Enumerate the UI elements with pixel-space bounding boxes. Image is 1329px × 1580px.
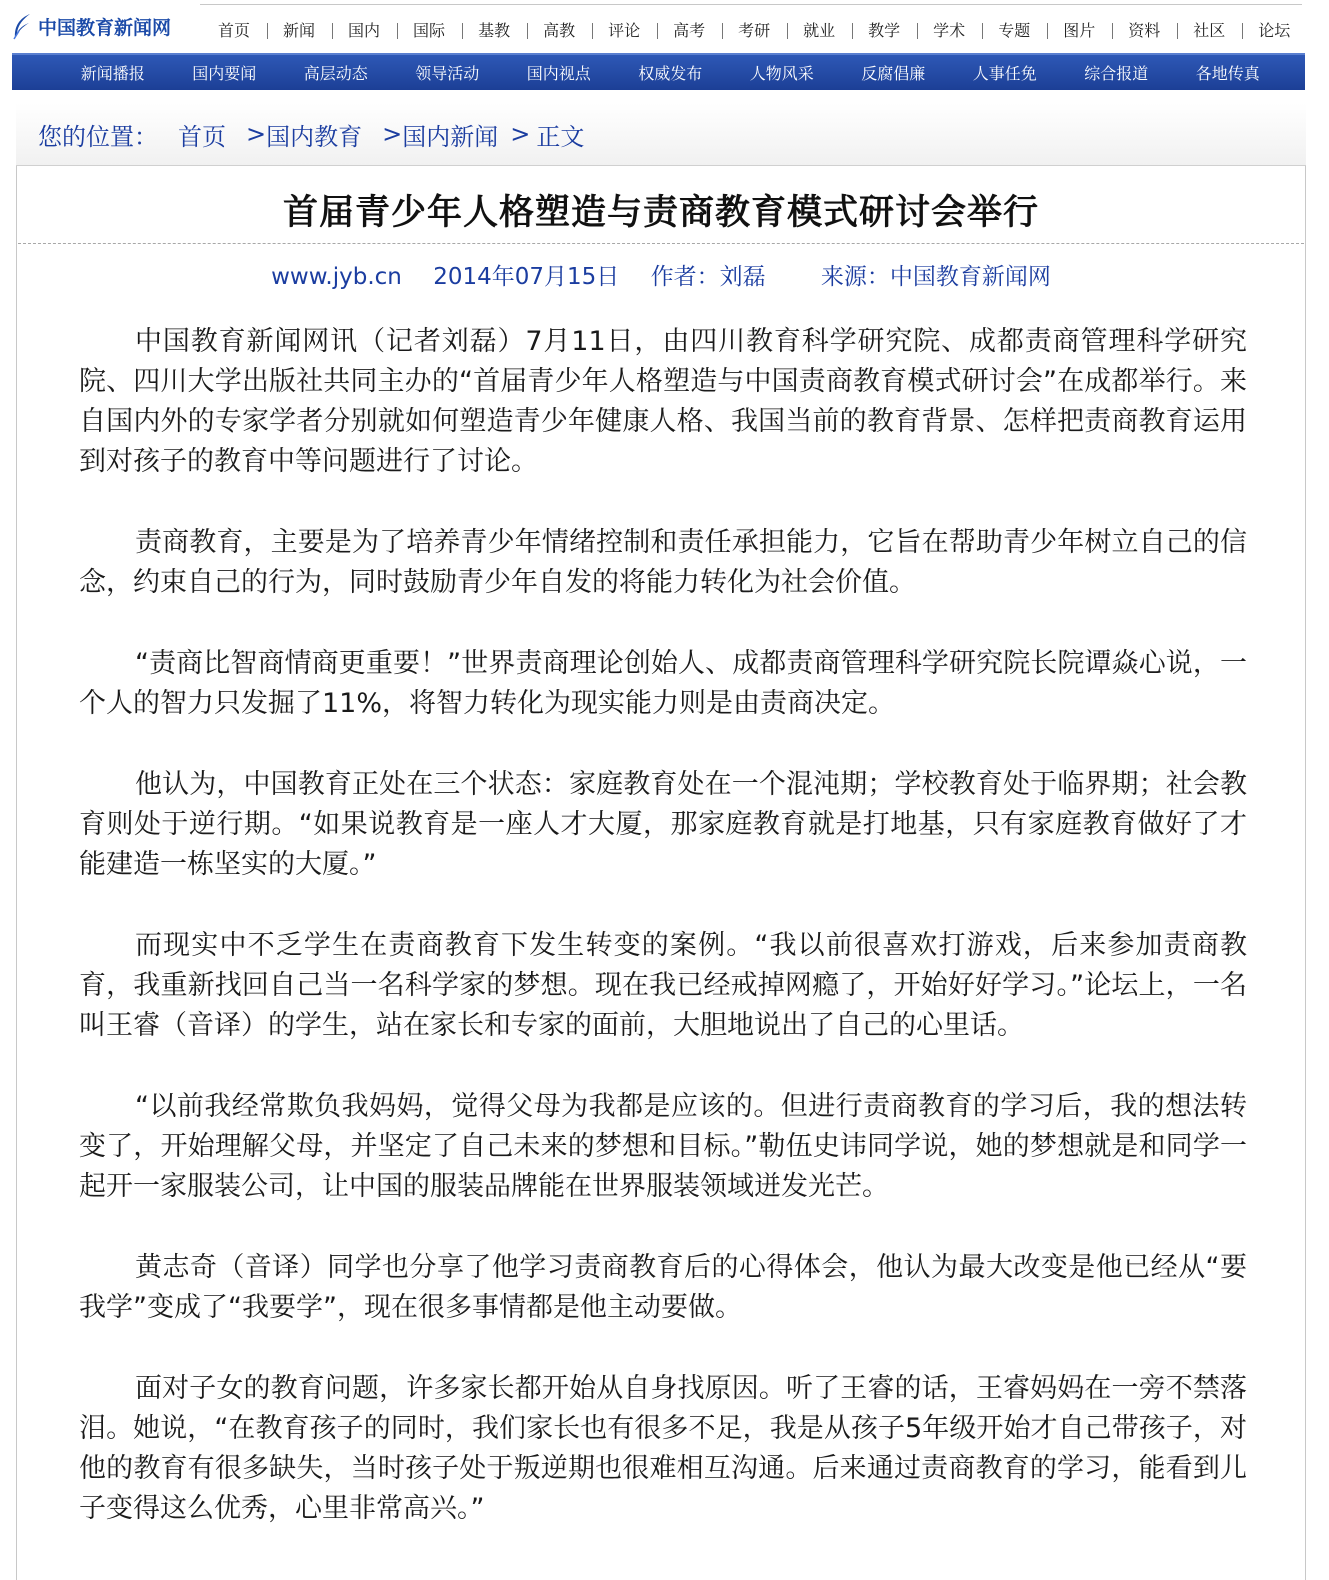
sub-nav-item[interactable]: 反腐倡廉: [861, 64, 926, 83]
sub-nav-item[interactable]: 综合报道: [1084, 64, 1149, 83]
sub-nav-item[interactable]: 高层动态: [303, 64, 368, 83]
top-nav-item[interactable]: 高教: [528, 23, 593, 39]
article-paragraph: “以前我经常欺负我妈妈，觉得父母为我都是应该的。但进行责商教育的学习后，我的想法转变了，开始理解父母，并坚定了自己未来的梦想和目标。”勒伍史讳同学说，她的梦想就是和同学一起开一家服装公司，让中国的服装品牌能在世界服装领域迸发光芒。: [79, 1091, 1247, 1202]
site-logo[interactable]: [10, 10, 171, 42]
sub-nav-item[interactable]: 国内视点: [526, 64, 591, 83]
sub-nav-item[interactable]: 权威发布: [638, 64, 703, 83]
top-nav-item[interactable]: 专题: [983, 23, 1048, 39]
site-header: [0, 0, 1329, 52]
top-nav-item[interactable]: 论坛: [1258, 21, 1291, 40]
breadcrumb-current: 正文: [536, 122, 585, 151]
sub-nav-item[interactable]: 人事任免: [972, 64, 1037, 83]
meta-site: www.jyb.cn: [271, 264, 402, 290]
article-body: [79, 322, 1247, 1570]
article-title: 首届青少年人格塑造与责商教育模式研讨会举行: [282, 193, 1039, 233]
sub-nav-item[interactable]: 国内要闻: [192, 64, 257, 83]
breadcrumb-domestic-news[interactable]: 国内新闻: [402, 122, 499, 151]
meta-source: 来源：中国教育新闻网: [820, 264, 1051, 290]
header-divider: [200, 4, 1302, 5]
meta-author: 作者：刘磊: [650, 264, 766, 290]
breadcrumb-home[interactable]: 首页: [178, 122, 226, 151]
feather-icon: [10, 12, 34, 40]
top-nav-item[interactable]: 社区: [1178, 23, 1243, 39]
article-paragraph: 黄志奇（音译）同学也分享了他学习责商教育后的心得体会，他认为最大改变是他已经从“要我学”变成了“我要学”，现在很多事情都是他主动要做。: [79, 1252, 1247, 1323]
meta-date: 2014年07月15日: [433, 264, 620, 290]
article-paragraph: 面对子女的教育问题，许多家长都开始从自身找原因。听了王睿的话，王睿妈妈在一旁不禁落泪。她说，“在教育孩子的同时，我们家长也有很多不足，我是从孩子5年级开始才自己带孩子，对他的教育有很多缺失，当时孩子处于叛逆期也很难相互沟通。后来通过责商教育的学习，能看到儿子变得这么优秀，心里非常高兴。”: [79, 1373, 1247, 1524]
breadcrumb: [16, 103, 1306, 166]
title-divider: [18, 243, 1304, 244]
article-paragraph: 责商教育，主要是为了培养青少年情绪控制和责任承担能力，它旨在帮助青少年树立自己的信念，约束自己的行为，同时鼓励青少年自发的将能力转化为社会价值。: [79, 527, 1247, 598]
sub-nav-item[interactable]: 人物风采: [749, 64, 814, 83]
top-nav-item[interactable]: 国内: [333, 23, 398, 39]
sub-nav-item[interactable]: 新闻播报: [80, 64, 145, 83]
top-nav-item[interactable]: 评论: [593, 23, 658, 39]
article-paragraph: 他认为，中国教育正处在三个状态：家庭教育处在一个混沌期；学校教育处于临界期；社会教育则处于逆行期。“如果说教育是一座人才大厦，那家庭教育就是打地基，只有家庭教育做好了才能建造一栋坚实的大厦。”: [79, 769, 1247, 880]
top-nav: [203, 19, 1307, 43]
breadcrumb-separator: >: [510, 120, 531, 148]
sub-nav-item[interactable]: 各地传真: [1195, 64, 1260, 83]
top-nav-item[interactable]: 基教: [463, 23, 528, 39]
top-nav-item[interactable]: 资料: [1113, 23, 1178, 39]
top-nav-item[interactable]: 图片: [1048, 23, 1113, 39]
breadcrumb-domestic-education[interactable]: 国内教育: [266, 122, 363, 151]
sub-nav: [12, 53, 1305, 90]
sub-nav-item[interactable]: 领导活动: [415, 64, 480, 83]
top-nav-item[interactable]: 学术: [918, 23, 983, 39]
top-nav-item[interactable]: 就业: [788, 23, 853, 39]
article-paragraph: 中国教育新闻网讯（记者刘磊）7月11日，由四川教育科学研究院、成都责商管理科学研究院、四川大学出版社共同主办的“首届青少年人格塑造与中国责商教育模式研讨会”在成都举行。来自国内外的专家学者分别就如何塑造青少年健康人格、我国当前的教育背景、怎样把责商教育运用到对孩子的教育中等问题进行了讨论。: [79, 326, 1247, 477]
top-nav-item[interactable]: 国际: [398, 23, 463, 39]
breadcrumb-separator: >: [382, 120, 403, 148]
site-logo-text: 中国教育新闻网: [38, 16, 172, 39]
breadcrumb-separator: >: [246, 120, 267, 148]
top-nav-item[interactable]: 高考: [658, 23, 723, 39]
top-nav-item[interactable]: 教学: [853, 23, 918, 39]
article-meta: [16, 258, 1306, 291]
top-nav-item[interactable]: 新闻: [268, 23, 333, 39]
top-nav-item[interactable]: 首页: [203, 23, 268, 39]
article-paragraph: 而现实中不乏学生在责商教育下发生转变的案例。“我以前很喜欢打游戏，后来参加责商教育，我重新找回自己当一名科学家的梦想。现在我已经戒掉网瘾了，开始好好学习。”论坛上，一名叫王睿（音译）的学生，站在家长和专家的面前，大胆地说出了自己的心里话。: [79, 930, 1247, 1041]
breadcrumb-label: 您的位置：: [38, 122, 158, 151]
top-nav-item[interactable]: 考研: [723, 23, 788, 39]
article-paragraph: “责商比智商情商更重要！”世界责商理论创始人、成都责商管理科学研究院长院谭焱心说，一个人的智力只发掘了11%，将智力转化为现实能力则是由责商决定。: [79, 648, 1247, 719]
